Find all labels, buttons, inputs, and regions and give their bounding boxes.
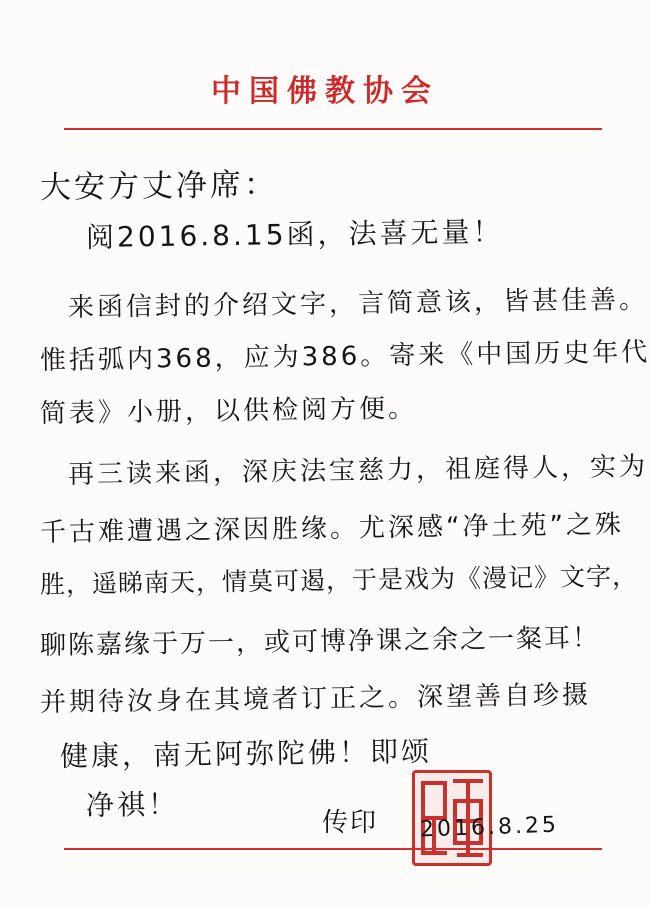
body-line-3: 惟括弧内368，应为386。寄来《中国历史年代 <box>39 337 650 376</box>
body-line-5: 再三读来函，深庆法宝慈力，祖庭得人，实为 <box>67 451 649 490</box>
letterhead-rule-top <box>64 128 602 130</box>
signature-date: 2016.8.25 <box>419 812 560 843</box>
body-line-1: 阅2016.8.15函，法喜无量！ <box>85 215 504 254</box>
body-line-8: 聊陈嘉缘于万一，或可博净课之余之一粲耳！ <box>39 623 601 661</box>
body-line-4: 简表》小册，以供检阅方便。 <box>39 393 418 429</box>
letterhead-rule-bottom <box>64 848 602 850</box>
body-line-9: 并期待汝身在其境者订正之。深望善自珍摄 <box>39 680 592 718</box>
salutation: 大安方丈净席： <box>39 166 279 206</box>
body-line-2: 来函信封的介绍文字，言简意该，皆甚佳善。 <box>67 284 649 323</box>
letterhead-title: 中国佛教协会 <box>211 74 439 109</box>
body-line-6: 千古难遭遇之深因胜缘。尤深感“净土苑”之殊 <box>39 509 625 548</box>
body-line-10: 健康，南无阿弥陀佛！即颂 <box>59 734 433 773</box>
closing: 净祺！ <box>85 787 180 822</box>
signature-name: 传印 <box>322 808 379 838</box>
body-line-7: 胜，遥睇南天，情莫可遏，于是戏为《漫记》文字， <box>39 561 639 599</box>
